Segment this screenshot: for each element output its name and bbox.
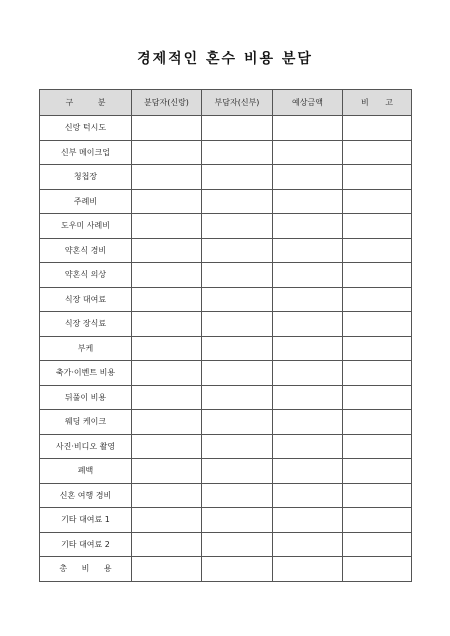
remarks-cell[interactable] (343, 434, 412, 459)
remarks-cell[interactable] (343, 336, 412, 361)
page-title: 경제적인 혼수 비용 분담 (137, 51, 313, 67)
header-estimated-amount: 예상금액 (273, 90, 343, 116)
bride-share-cell[interactable] (202, 434, 273, 459)
header-remarks: 비 고 (343, 90, 412, 116)
table-row (40, 459, 412, 484)
estimated-amount-cell[interactable] (273, 336, 343, 361)
table-row (40, 214, 412, 239)
bride-share-cell[interactable] (202, 287, 273, 312)
remarks-cell[interactable] (343, 189, 412, 214)
row-label: 약혼식 의상 (40, 263, 132, 288)
groom-share-cell[interactable] (132, 189, 202, 214)
cost-sharing-table (39, 89, 412, 582)
estimated-amount-cell[interactable] (273, 385, 343, 410)
remarks-cell[interactable] (343, 557, 412, 582)
table-row (40, 336, 412, 361)
groom-share-cell[interactable] (132, 532, 202, 557)
bride-share-cell[interactable] (202, 508, 273, 533)
row-label: 웨딩 케이크 (40, 410, 132, 435)
groom-share-cell[interactable] (132, 557, 202, 582)
groom-share-cell[interactable] (132, 434, 202, 459)
row-label: 약혼식 경비 (40, 238, 132, 263)
groom-share-cell[interactable] (132, 483, 202, 508)
table-row (40, 410, 412, 435)
groom-share-cell[interactable] (132, 336, 202, 361)
table-row (40, 263, 412, 288)
bride-share-cell[interactable] (202, 214, 273, 239)
row-label: 신부 메이크업 (40, 140, 132, 165)
bride-share-cell[interactable] (202, 312, 273, 337)
header-bride-share: 부담자(신부) (202, 90, 273, 116)
groom-share-cell[interactable] (132, 287, 202, 312)
bride-share-cell[interactable] (202, 459, 273, 484)
row-label: 식장 장식료 (40, 312, 132, 337)
groom-share-cell[interactable] (132, 214, 202, 239)
row-label: 축가·이벤트 비용 (40, 361, 132, 386)
table-row (40, 508, 412, 533)
bride-share-cell[interactable] (202, 483, 273, 508)
remarks-cell[interactable] (343, 459, 412, 484)
groom-share-cell[interactable] (132, 459, 202, 484)
remarks-cell[interactable] (343, 287, 412, 312)
estimated-amount-cell[interactable] (273, 189, 343, 214)
table-row (40, 434, 412, 459)
groom-share-cell[interactable] (132, 385, 202, 410)
estimated-amount-cell[interactable] (273, 483, 343, 508)
groom-share-cell[interactable] (132, 410, 202, 435)
bride-share-cell[interactable] (202, 361, 273, 386)
estimated-amount-cell[interactable] (273, 532, 343, 557)
estimated-amount-cell[interactable] (273, 434, 343, 459)
table-row (40, 532, 412, 557)
groom-share-cell[interactable] (132, 312, 202, 337)
remarks-cell[interactable] (343, 140, 412, 165)
bride-share-cell[interactable] (202, 410, 273, 435)
bride-share-cell[interactable] (202, 263, 273, 288)
remarks-cell[interactable] (343, 532, 412, 557)
groom-share-cell[interactable] (132, 116, 202, 141)
row-label: 식장 대여료 (40, 287, 132, 312)
remarks-cell[interactable] (343, 214, 412, 239)
table-row (40, 238, 412, 263)
bride-share-cell[interactable] (202, 189, 273, 214)
row-label: 총 비 용 (40, 557, 132, 582)
row-label: 기타 대여료 2 (40, 532, 132, 557)
remarks-cell[interactable] (343, 116, 412, 141)
remarks-cell[interactable] (343, 165, 412, 190)
table-row (40, 312, 412, 337)
groom-share-cell[interactable] (132, 263, 202, 288)
row-label: 신랑 턱시도 (40, 116, 132, 141)
table-row (40, 140, 412, 165)
header-category: 구 분 (40, 90, 132, 116)
table-header-row (40, 90, 412, 116)
groom-share-cell[interactable] (132, 238, 202, 263)
groom-share-cell[interactable] (132, 361, 202, 386)
bride-share-cell[interactable] (202, 385, 273, 410)
remarks-cell[interactable] (343, 263, 412, 288)
estimated-amount-cell[interactable] (273, 287, 343, 312)
table-body (40, 116, 412, 582)
table-row (40, 116, 412, 141)
bride-share-cell[interactable] (202, 116, 273, 141)
table-row (40, 483, 412, 508)
bride-share-cell[interactable] (202, 557, 273, 582)
groom-share-cell[interactable] (132, 140, 202, 165)
estimated-amount-cell[interactable] (273, 410, 343, 435)
table-row (40, 385, 412, 410)
estimated-amount-cell[interactable] (273, 263, 343, 288)
table-row (40, 189, 412, 214)
row-label: 뒤풀이 비용 (40, 385, 132, 410)
table-row (40, 361, 412, 386)
remarks-cell[interactable] (343, 385, 412, 410)
estimated-amount-cell[interactable] (273, 312, 343, 337)
bride-share-cell[interactable] (202, 140, 273, 165)
remarks-cell[interactable] (343, 508, 412, 533)
remarks-cell[interactable] (343, 312, 412, 337)
bride-share-cell[interactable] (202, 165, 273, 190)
groom-share-cell[interactable] (132, 508, 202, 533)
row-label: 주례비 (40, 189, 132, 214)
remarks-cell[interactable] (343, 483, 412, 508)
header-groom-share: 분담자(신랑) (132, 90, 202, 116)
estimated-amount-cell[interactable] (273, 557, 343, 582)
bride-share-cell[interactable] (202, 336, 273, 361)
table-row (40, 557, 412, 582)
row-label: 기타 대여료 1 (40, 508, 132, 533)
estimated-amount-cell[interactable] (273, 508, 343, 533)
row-label: 도우미 사례비 (40, 214, 132, 239)
row-label: 신혼 여행 경비 (40, 483, 132, 508)
row-label: 사진·비디오 촬영 (40, 434, 132, 459)
remarks-cell[interactable] (343, 410, 412, 435)
remarks-cell[interactable] (343, 238, 412, 263)
bride-share-cell[interactable] (202, 532, 273, 557)
estimated-amount-cell[interactable] (273, 459, 343, 484)
estimated-amount-cell[interactable] (273, 116, 343, 141)
estimated-amount-cell[interactable] (273, 165, 343, 190)
estimated-amount-cell[interactable] (273, 238, 343, 263)
table-row (40, 287, 412, 312)
remarks-cell[interactable] (343, 361, 412, 386)
row-label: 폐백 (40, 459, 132, 484)
estimated-amount-cell[interactable] (273, 214, 343, 239)
groom-share-cell[interactable] (132, 165, 202, 190)
row-label: 부케 (40, 336, 132, 361)
estimated-amount-cell[interactable] (273, 361, 343, 386)
estimated-amount-cell[interactable] (273, 140, 343, 165)
table-row (40, 165, 412, 190)
bride-share-cell[interactable] (202, 238, 273, 263)
row-label: 청첩장 (40, 165, 132, 190)
